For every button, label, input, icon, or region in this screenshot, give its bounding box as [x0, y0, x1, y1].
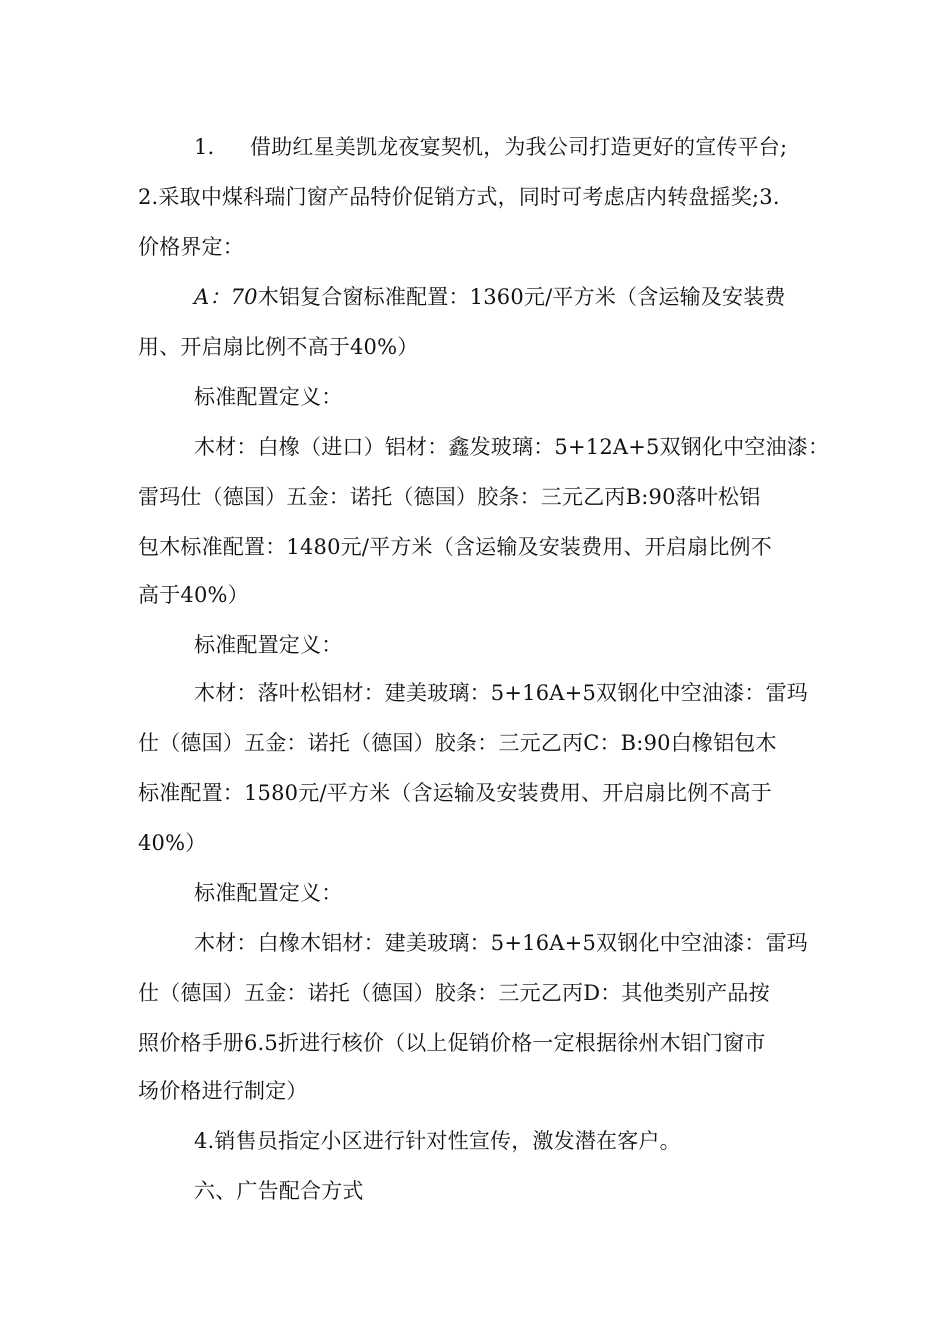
- paragraph-line: 标准配置定义：: [194, 881, 343, 905]
- paragraph-line: 照价格手册6.5折进行核价（以上促销价格一定根据徐州木铝门窗市: [138, 1031, 766, 1055]
- section-heading: 六、广告配合方式: [194, 1179, 364, 1203]
- paragraph-line: 木材：落叶松铝材：建美玻璃：5+16A+5双钢化中空油漆：雷玛: [194, 681, 808, 705]
- paragraph-line: 40%）: [138, 831, 207, 855]
- paragraph-line: 2.采取中煤科瑞门窗产品特价促销方式，同时可考虑店内转盘摇奖;3.: [138, 185, 780, 209]
- paragraph-line: 雷玛仕（德国）五金：诺托（德国）胶条：三元乙丙B:90落叶松铝: [138, 485, 761, 509]
- line-text: 木铝复合窗标准配置：1360元/平方米（含运输及安装费: [257, 285, 786, 309]
- paragraph-line: 场价格进行制定）: [138, 1079, 308, 1103]
- paragraph-line: [194, 284, 786, 310]
- paragraph-line: 高于40%）: [138, 583, 249, 607]
- paragraph-line: 4.销售员指定小区进行针对性宣传，激发潜在客户。: [194, 1129, 681, 1153]
- paragraph-line: 仕（德国）五金：诺托（德国）胶条：三元乙丙D：其他类别产品按: [138, 981, 770, 1005]
- paragraph-line: 木材：白橡（进口）铝材：鑫发玻璃：5+12A+5双钢化中空油漆：: [194, 435, 830, 459]
- paragraph-line: 用、开启扇比例不高于40%）: [138, 335, 419, 359]
- paragraph-line: 标准配置：1580元/平方米（含运输及安装费用、开启扇比例不高于: [138, 781, 772, 805]
- list-number: 1.: [194, 135, 215, 159]
- line-text: 借助红星美凯龙夜宴契机，为我公司打造更好的宣传平台;: [250, 135, 788, 159]
- paragraph-line: 包木标准配置：1480元/平方米（含运输及安装费用、开启扇比例不: [138, 535, 772, 559]
- paragraph-line: [194, 134, 787, 160]
- paragraph-line: 标准配置定义：: [194, 633, 343, 657]
- paragraph-line: 仕（德国）五金：诺托（德国）胶条：三元乙丙C：B:90白橡铝包木: [138, 731, 777, 755]
- item-label: A：70: [194, 285, 258, 309]
- paragraph-line: 价格界定：: [138, 235, 244, 259]
- paragraph-line: 木材：白橡木铝材：建美玻璃：5+16A+5双钢化中空油漆：雷玛: [194, 931, 808, 955]
- paragraph-line: 标准配置定义：: [194, 385, 343, 409]
